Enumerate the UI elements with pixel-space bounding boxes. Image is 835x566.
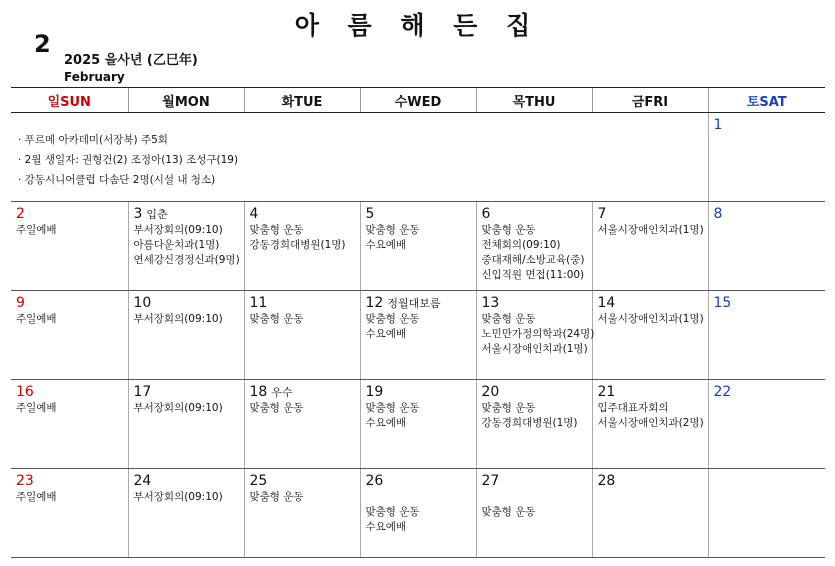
date-number: 18 — [249, 384, 268, 400]
day-cell — [244, 202, 360, 291]
weekday-mon: 월MON — [128, 88, 244, 113]
week-row-4 — [11, 380, 825, 469]
event-item: 아름다운치과(1명) — [133, 239, 220, 251]
calendar-grid — [11, 87, 825, 558]
event-item: 맞춤형 운동 — [365, 402, 420, 414]
event-item: 신입직원 면접(11:00) — [481, 269, 585, 281]
day-cell — [11, 469, 128, 558]
event-item: 부서장회의(09:10) — [133, 402, 223, 414]
day-cell — [11, 380, 128, 469]
date-number: 22 — [713, 384, 732, 400]
event-item: 맞춤형 운동 — [249, 402, 304, 414]
day-note: 우수 — [271, 386, 293, 399]
event-item: 전체회의(09:10) — [481, 239, 561, 251]
weekday-sat: 토SAT — [708, 88, 825, 113]
event-item: 중대재해/소방교육(중) — [481, 254, 585, 266]
event-item: 부서장회의(09:10) — [133, 313, 223, 325]
event-item: 주일예배 — [16, 402, 57, 414]
weekday-fri: 금FRI — [592, 88, 708, 113]
event-item: 서울시장애인치과(1명) — [481, 343, 588, 355]
date-number: 9 — [16, 295, 25, 311]
date-number: 14 — [597, 295, 616, 311]
day-cell — [360, 380, 476, 469]
weekday-wed: 수WED — [360, 88, 476, 113]
event-item: 맞춤형 운동 — [481, 224, 536, 236]
event-item: 입주대표자회의 — [597, 402, 669, 414]
date-number: 7 — [597, 206, 607, 222]
event-item: 맞춤형 운동 — [481, 402, 536, 414]
week-row-3 — [11, 291, 825, 380]
date-number: 16 — [16, 384, 34, 400]
event-item: 주일예배 — [16, 491, 57, 503]
day-cell — [592, 291, 708, 380]
date-number: 13 — [481, 295, 500, 311]
day-note: 입춘 — [146, 208, 168, 221]
page-title: 아 름 해 든 집 — [294, 11, 541, 40]
day-cell — [360, 202, 476, 291]
week-row-1 — [11, 113, 825, 202]
weekday-thu: 목THU — [476, 88, 592, 113]
date-number: 8 — [713, 206, 723, 222]
event-item: 부서장회의(09:10) — [133, 491, 223, 503]
day-cell — [476, 380, 592, 469]
date-number: 6 — [481, 206, 491, 222]
day-cell — [244, 469, 360, 558]
event-item: 연세강신경정신과(9명) — [133, 254, 240, 266]
event-item — [482, 490, 587, 505]
date-number: 21 — [597, 384, 616, 400]
event-item: 수요예배 — [365, 239, 407, 251]
event-item: 맞춤형 운동 — [365, 313, 420, 325]
day-cell — [11, 202, 128, 291]
event-item — [366, 490, 471, 505]
date-number: 27 — [481, 473, 500, 489]
date-number: 2 — [16, 206, 25, 222]
day-cell — [360, 291, 476, 380]
day-cell — [708, 380, 825, 469]
day-cell — [708, 113, 825, 202]
day-cell — [592, 380, 708, 469]
day-cell — [708, 202, 825, 291]
note-item: · 강동시니어클럽 다솜단 2명(시설 내 청소) — [18, 174, 216, 186]
day-cell — [128, 469, 244, 558]
date-number: 3 — [133, 206, 143, 222]
date-number: 23 — [16, 473, 34, 489]
month-english: February — [64, 70, 125, 84]
day-cell — [128, 202, 244, 291]
event-item: 서울시장애인치과(1명) — [597, 224, 704, 236]
day-cell — [708, 469, 825, 558]
event-item: 수요예배 — [365, 417, 407, 429]
day-cell — [244, 380, 360, 469]
date-number: 17 — [133, 384, 152, 400]
date-number: 20 — [481, 384, 500, 400]
event-item: 맞춤형 운동 — [365, 224, 420, 236]
year-line: 2025 을사년 (乙巳年) — [64, 53, 198, 68]
event-item: 맞춤형 운동 — [481, 506, 536, 518]
event-item: 맞춤형 운동 — [481, 313, 536, 325]
day-cell — [128, 291, 244, 380]
note-item: · 푸르메 아카데미(서장북) 주5회 — [18, 134, 168, 146]
day-cell — [476, 202, 592, 291]
day-cell — [360, 469, 476, 558]
event-item: 서울시장애인치과(2명) — [597, 417, 704, 429]
event-item: 서울시장애인치과(1명) — [597, 313, 704, 325]
weekday-header-row — [11, 88, 825, 113]
event-item: 강동경희대병원(1명) — [249, 239, 346, 251]
date-number: 25 — [249, 473, 268, 489]
day-cell — [244, 291, 360, 380]
date-number: 26 — [365, 473, 384, 489]
month-number: 2 — [34, 30, 51, 58]
date-number: 19 — [365, 384, 384, 400]
day-note: 정월대보름 — [387, 297, 441, 310]
event-item: 맞춤형 운동 — [365, 506, 420, 518]
event-item: 맞춤형 운동 — [249, 313, 304, 325]
event-item: 맞춤형 운동 — [249, 491, 304, 503]
event-item: 주일예배 — [16, 224, 57, 236]
day-cell — [476, 291, 595, 380]
date-number: 12 — [365, 295, 384, 311]
event-item: 맞춤형 운동 — [249, 224, 304, 236]
date-number: 11 — [249, 295, 268, 311]
date-number: 4 — [249, 206, 259, 222]
weekday-tue: 화TUE — [244, 88, 360, 113]
note-item: · 2월 생일자: 권형건(2) 조정아(13) 조성구(19) — [18, 154, 239, 166]
week-row-2 — [11, 202, 825, 291]
date-number: 24 — [133, 473, 152, 489]
date-number: 1 — [713, 117, 723, 133]
event-item: 부서장회의(09:10) — [133, 224, 223, 236]
weekday-sun: 일SUN — [11, 88, 128, 113]
week-row-5 — [11, 469, 825, 558]
day-cell — [476, 469, 592, 558]
date-number: 10 — [133, 295, 152, 311]
event-item: 수요예배 — [365, 521, 407, 533]
day-cell — [592, 469, 708, 558]
day-cell — [708, 291, 825, 380]
event-item: 노민만가정의학과(24명) — [481, 328, 595, 340]
event-item: 수요예배 — [365, 328, 407, 340]
event-item: 주일예배 — [16, 313, 57, 325]
date-number: 15 — [713, 295, 732, 311]
notes-cell — [11, 113, 708, 202]
date-number: 28 — [597, 473, 616, 489]
day-cell — [592, 202, 708, 291]
day-cell — [11, 291, 128, 380]
event-item: 강동경희대병원(1명) — [481, 417, 578, 429]
date-number: 5 — [365, 206, 375, 222]
day-cell — [128, 380, 244, 469]
